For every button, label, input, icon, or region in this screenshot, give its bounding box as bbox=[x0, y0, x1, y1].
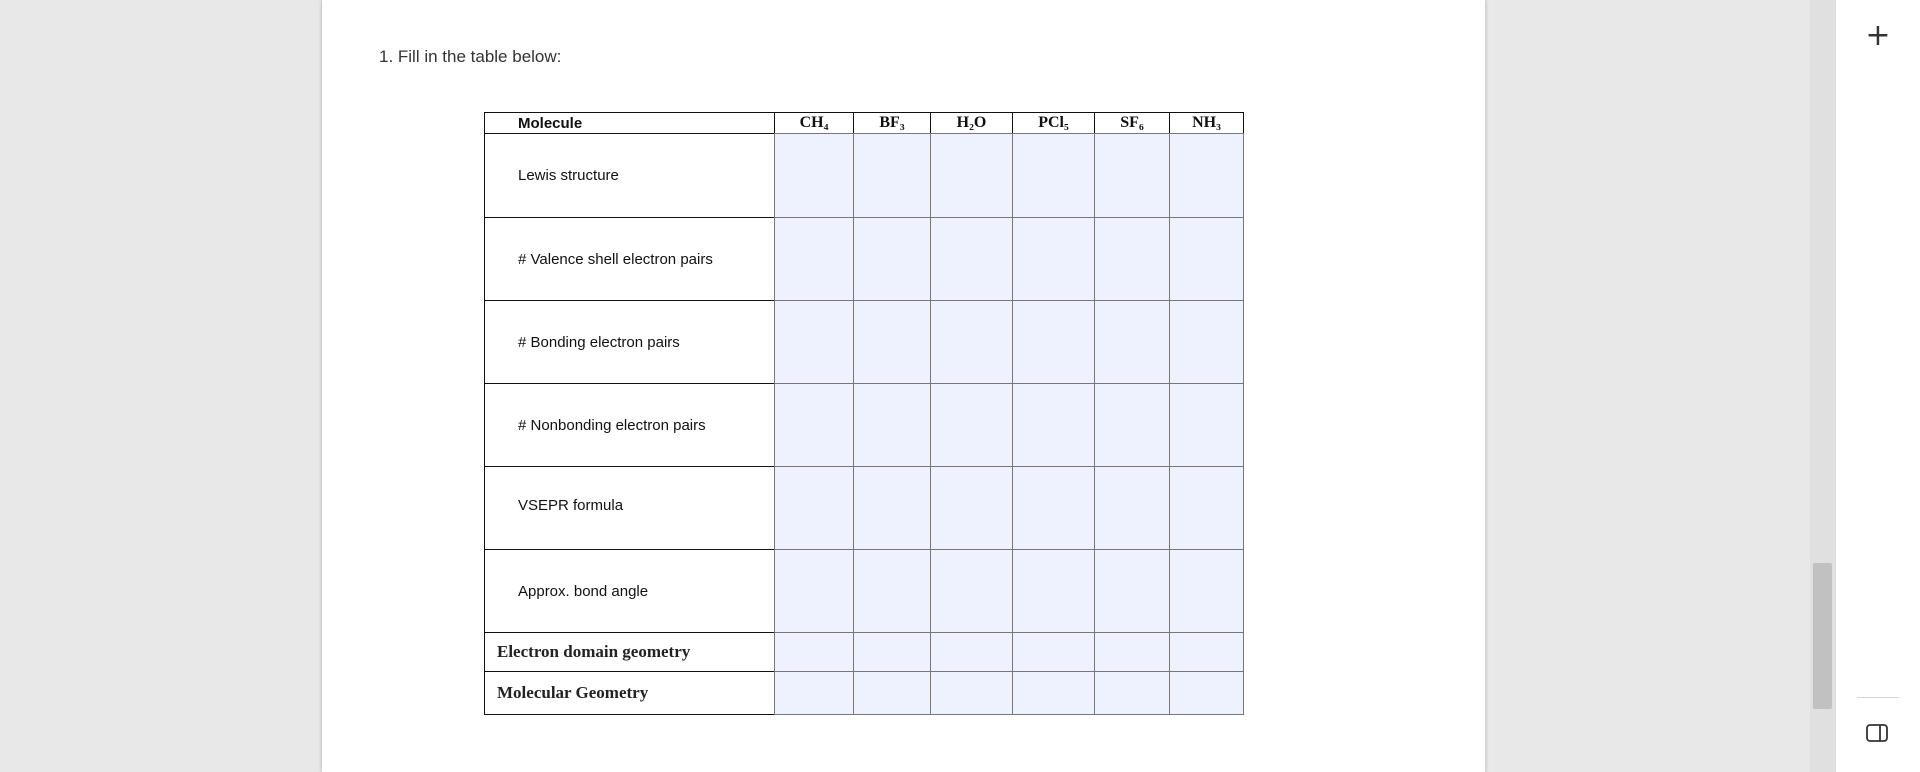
table-header-column: H₂O bbox=[930, 112, 1013, 134]
answer-cell[interactable] bbox=[1094, 632, 1170, 672]
answer-cell[interactable] bbox=[930, 466, 1013, 550]
answer-cell[interactable] bbox=[774, 671, 854, 715]
answer-cell[interactable] bbox=[1094, 549, 1170, 633]
table-row-label: Lewis structure bbox=[484, 133, 775, 218]
side-divider bbox=[1857, 697, 1899, 698]
table-header-column: PCl₅ bbox=[1012, 112, 1095, 134]
answer-cell[interactable] bbox=[853, 300, 931, 384]
side-panel bbox=[1835, 0, 1920, 772]
answer-cell[interactable] bbox=[1012, 217, 1095, 301]
answer-cell[interactable] bbox=[930, 632, 1013, 672]
answer-cell[interactable] bbox=[1169, 217, 1244, 301]
answer-cell[interactable] bbox=[1094, 217, 1170, 301]
answer-cell[interactable] bbox=[1012, 383, 1095, 467]
answer-cell[interactable] bbox=[1169, 671, 1244, 715]
answer-cell[interactable] bbox=[774, 217, 854, 301]
panel-toggle-icon bbox=[1864, 722, 1890, 744]
table-row-label: Approx. bond angle bbox=[484, 549, 775, 633]
answer-cell[interactable] bbox=[1012, 466, 1095, 550]
answer-cell[interactable] bbox=[1094, 133, 1170, 218]
scrollbar-thumb[interactable] bbox=[1813, 563, 1832, 709]
document-page bbox=[322, 0, 1485, 772]
answer-cell[interactable] bbox=[853, 217, 931, 301]
answer-cell[interactable] bbox=[1094, 671, 1170, 715]
answer-cell[interactable] bbox=[1169, 383, 1244, 467]
add-button[interactable] bbox=[1862, 18, 1894, 54]
answer-cell[interactable] bbox=[853, 466, 931, 550]
answer-cell[interactable] bbox=[774, 466, 854, 550]
table-header-column: BF₃ bbox=[853, 112, 931, 134]
answer-cell[interactable] bbox=[930, 549, 1013, 633]
answer-cell[interactable] bbox=[1012, 133, 1095, 218]
answer-cell[interactable] bbox=[853, 383, 931, 467]
answer-cell[interactable] bbox=[774, 549, 854, 633]
table-header-column: NH₃ bbox=[1169, 112, 1244, 134]
answer-cell[interactable] bbox=[1169, 549, 1244, 633]
vsepr-table bbox=[322, 0, 1485, 772]
answer-cell[interactable] bbox=[930, 133, 1013, 218]
table-row-label: # Bonding electron pairs bbox=[484, 300, 775, 384]
plus-icon: + bbox=[1865, 18, 1891, 53]
answer-cell[interactable] bbox=[853, 133, 931, 218]
answer-cell[interactable] bbox=[1169, 632, 1244, 672]
answer-cell[interactable] bbox=[930, 383, 1013, 467]
table-header-column: CH₄ bbox=[774, 112, 854, 134]
answer-cell[interactable] bbox=[853, 549, 931, 633]
table-row-label: # Nonbonding electron pairs bbox=[484, 383, 775, 467]
answer-cell[interactable] bbox=[1094, 383, 1170, 467]
answer-cell[interactable] bbox=[853, 671, 931, 715]
answer-cell[interactable] bbox=[1094, 466, 1170, 550]
answer-cell[interactable] bbox=[774, 300, 854, 384]
answer-cell[interactable] bbox=[1012, 632, 1095, 672]
panel-toggle-button[interactable] bbox=[1864, 722, 1890, 744]
answer-cell[interactable] bbox=[930, 300, 1013, 384]
answer-cell[interactable] bbox=[774, 632, 854, 672]
answer-cell[interactable] bbox=[930, 217, 1013, 301]
answer-cell[interactable] bbox=[853, 632, 931, 672]
answer-cell[interactable] bbox=[1012, 300, 1095, 384]
answer-cell[interactable] bbox=[1169, 300, 1244, 384]
table-header-molecule: Molecule bbox=[484, 112, 775, 134]
table-row-label: Molecular Geometry bbox=[484, 671, 775, 715]
answer-cell[interactable] bbox=[1094, 300, 1170, 384]
table-row-label: VSEPR formula bbox=[484, 466, 775, 550]
answer-cell[interactable] bbox=[1169, 466, 1244, 550]
answer-cell[interactable] bbox=[1012, 549, 1095, 633]
answer-cell[interactable] bbox=[774, 133, 854, 218]
table-row-label: # Valence shell electron pairs bbox=[484, 217, 775, 301]
answer-cell[interactable] bbox=[774, 383, 854, 467]
table-row-label: Electron domain geometry bbox=[484, 632, 775, 672]
answer-cell[interactable] bbox=[930, 671, 1013, 715]
instruction-text: 1. Fill in the table below: bbox=[379, 47, 562, 66]
answer-cell[interactable] bbox=[1012, 671, 1095, 715]
answer-cell[interactable] bbox=[1169, 133, 1244, 218]
table-header-column: SF₆ bbox=[1094, 112, 1170, 134]
